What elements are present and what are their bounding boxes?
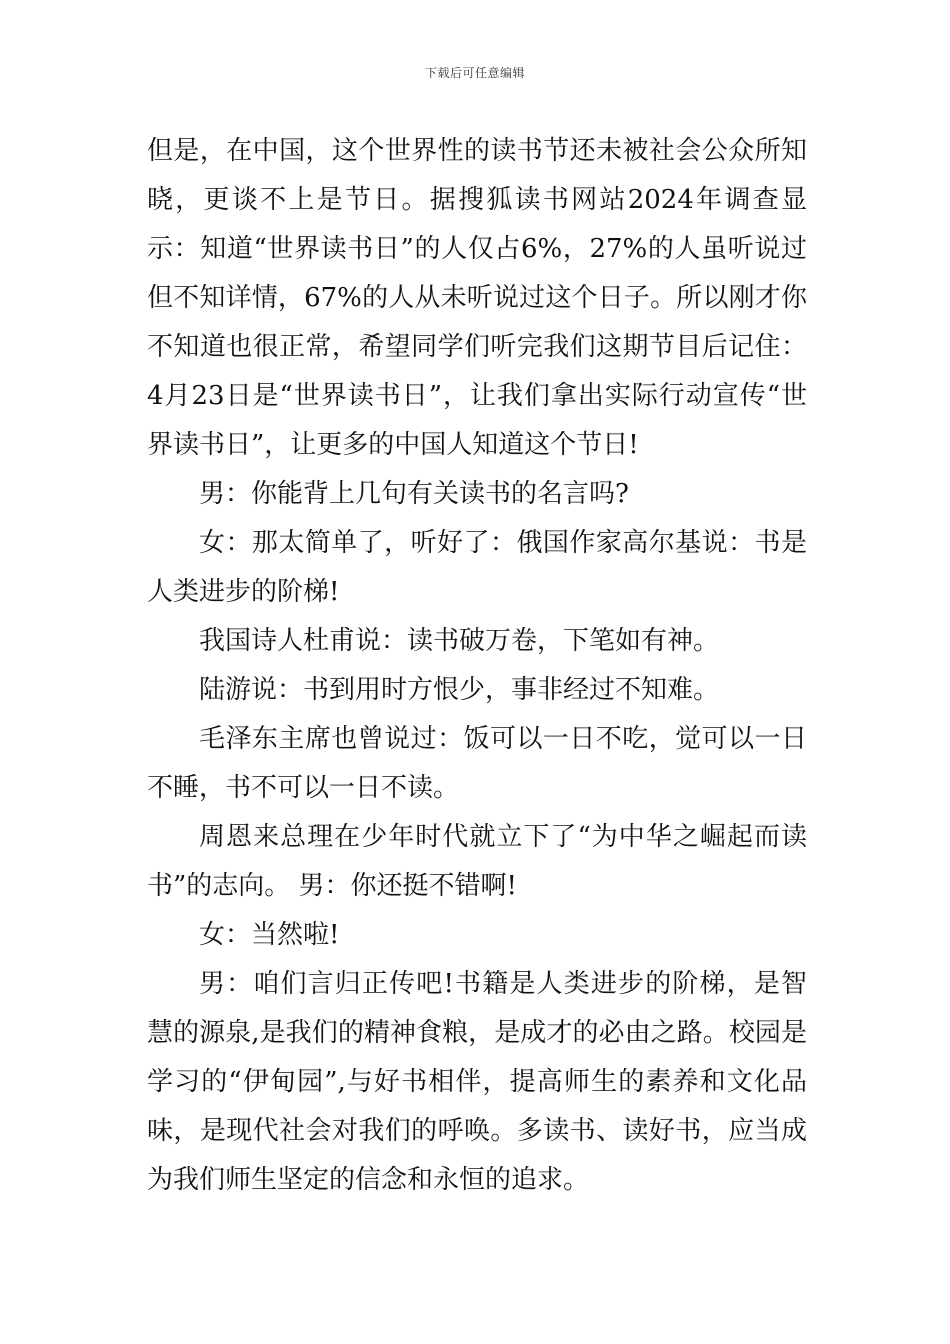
paragraph-male-conclusion: 男：咱们言归正传吧!书籍是人类进步的阶梯，是智慧的源泉,是我们的精神食粮，是成才的必由之路。校园是学习的“伊甸园”,与好书相伴，提高师生的素养和文化品味，是现代社会对我们的呼唤。多读书、读好书，应当成为我们师生坚定的信念和永恒的追求。 (147, 969, 807, 1195)
page-header: 下载后可任意编辑 (424, 66, 525, 80)
paragraph-world-book-day-survey: 但是，在中国，这个世界性的读书节还未被社会公众所知晓，更谈不上是节日。据搜狐读书网站2024年调查显示：知道“世界读书日”的人仅占6%，27%的人虽听说过但不知详情，67%的人从未听说过这个日子。所以刚才你不知道也很正常，希望同学们听完我们这期节目后记住：4月23日是“世界读书日”，让我们拿出实际行动宣传“世界读书日”，让更多的中国人知道这个节日! (147, 136, 807, 460)
paragraph-maozedong-quote: 毛泽东主席也曾说过：饭可以一日不吃，觉可以一日不睡，书不可以一日不读。 (147, 724, 807, 803)
paragraph-male-question: 男：你能背上几句有关读书的名言吗? (199, 479, 629, 509)
paragraph-dufu-quote: 我国诗人杜甫说：读书破万卷，下笔如有神。 (199, 626, 720, 656)
paragraph-female-gorky-quote: 女：那太简单了，听好了：俄国作家高尔基说：书是人类进步的阶梯! (147, 528, 807, 607)
document-body (147, 127, 807, 1205)
paragraph-luyou-quote: 陆游说：书到用时方恨少，事非经过不知难。 (199, 675, 720, 705)
paragraph-zhouenlai-quote: 周恩来总理在少年时代就立下了“为中华之崛起而读书”的志向。 男：你还挺不错啊! (147, 822, 807, 901)
paragraph-female-reply: 女：当然啦! (199, 920, 340, 950)
